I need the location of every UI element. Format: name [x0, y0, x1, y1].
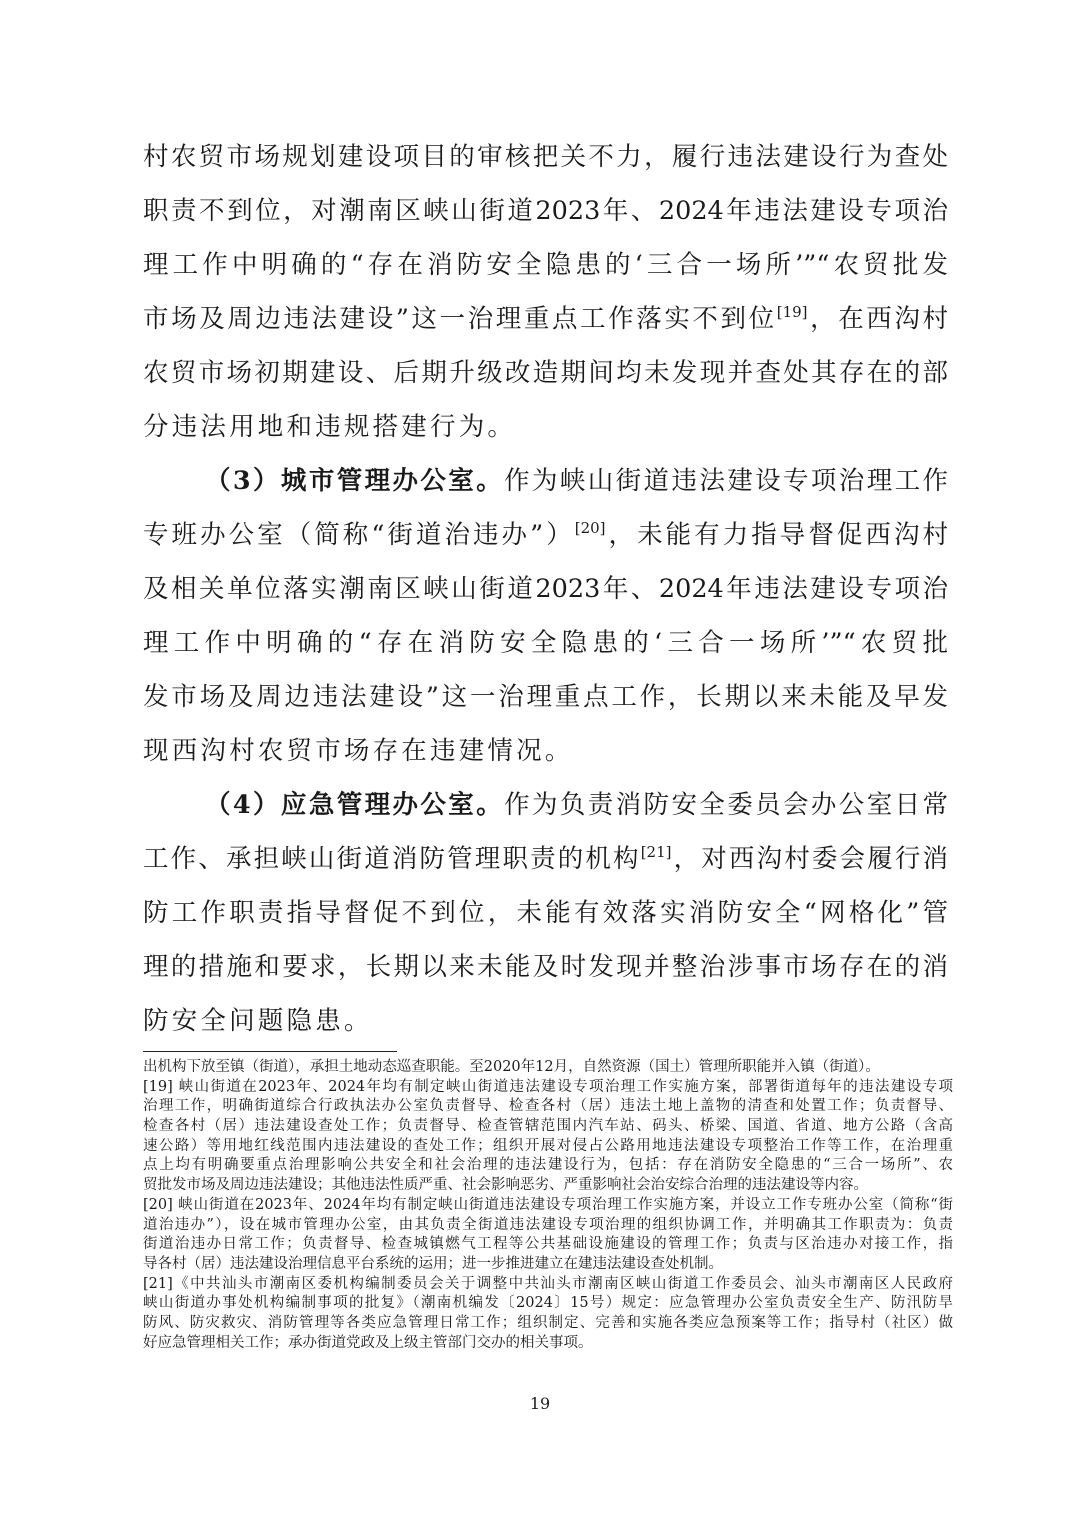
body-line: 职责不到位，对潮南区峡山街道2023年、2024年违法建设专项治: [143, 196, 948, 226]
footnote-line: 导各村（居）违法建设治理信息平台系统的运用；进一步推进建立在建违法建设查处机制。: [143, 1255, 723, 1272]
footnote-line: 治理工作，明确街道综合行政执法办公室负责督导、检查各村（居）违法土地上盖物的清查和处置工作；负责督导、: [143, 1098, 953, 1115]
footnote-line: 街道治违办日常工作；负责督导、检查城镇燃气工程等公共基础设施建设的管理工作；负责与区治违办对接工作，指: [143, 1236, 953, 1253]
body-line: 理的措施和要求，长期以来未能及时发现并整治涉事市场存在的消: [143, 952, 948, 982]
footnote-line: [19] 峡山街道在2023年、2024年均有制定峡山街道违法建设专项治理工作实施方案，部署街道每年的违法建设专项: [143, 1078, 953, 1095]
body-line: 工作、承担峡山街道消防管理职责的机构[21]，对西沟村委会履行消: [143, 843, 948, 874]
body-line: 理工作中明确的“存在消防安全隐患的‘三合一场所’”“农贸批发: [143, 250, 948, 280]
footnote-line: 贸批发市场及周边违法建设；其他违法性质严重、社会影响恶劣、严重影响社会治安综合治理的违法建设等内容。: [143, 1177, 868, 1194]
body-line: 分违法用地和违规搭建行为。: [143, 412, 517, 442]
body-line: 理工作中明确的“存在消防安全隐患的‘三合一场所’”“农贸批: [143, 628, 948, 658]
body-line: 及相关单位落实潮南区峡山街道2023年、2024年违法建设专项治: [143, 574, 948, 604]
body-line: 防安全问题隐患。: [143, 1006, 373, 1036]
body-line: （4）应急管理办公室。作为负责消防安全委员会办公室日常: [205, 790, 948, 820]
body-line: 村农贸市场规划建设项目的审核把关不力，履行违法建设行为查处: [143, 142, 948, 172]
body-text: [143, 130, 948, 1048]
body-line: 市场及周边违法建设”这一治理重点工作落实不到位[19]，在西沟村: [143, 303, 948, 334]
footnote-ref-20[interactable]: [20]: [574, 519, 606, 537]
footnote-line: [20] 峡山街道在2023年、2024年均有制定峡山街道违法建设专项治理工作实施方案，并设立工作专班办公室（简称“街: [143, 1196, 953, 1213]
footnote-line: 峡山街道办事处机构编制事项的批复》（潮南机编发〔2024〕15号）规定：应急管理办公室负责安全生产、防汛防旱: [143, 1295, 953, 1312]
footnote-separator: [143, 1051, 397, 1052]
footnote-line: 防风、防灾救灾、消防管理等各类应急管理日常工作；组织制定、完善和实施各类应急预案等工作；指导村（社区）做: [143, 1314, 953, 1331]
body-line: 农贸市场初期建设、后期升级改造期间均未发现并查处其存在的部: [143, 358, 948, 388]
body-line: （3）城市管理办公室。作为峡山街道违法建设专项治理工作: [205, 466, 948, 496]
page-number: 19: [529, 1394, 551, 1413]
body-line: 现西沟村农贸市场存在违建情况。: [143, 736, 574, 766]
section-heading-urban-management: （3）城市管理办公室。: [205, 466, 505, 496]
footnote-line: 道治违办”），设在城市管理办公室，由其负责全街道违法建设专项治理的组织协调工作，并明确其工作职责为：负责: [143, 1216, 953, 1233]
body-line: 防工作职责指导督促不到位，未能有效落实消防安全“网格化”管: [143, 898, 948, 928]
footnote-line: [21]《中共汕头市潮南区委机构编制委员会关于调整中共汕头市潮南区峡山街道工作委员会、汕头市潮南区人民政府: [143, 1275, 953, 1292]
footnote-line: 速公路）等用地红线范围内违法建设的查处工作；组织开展对侵占公路用地违法建设专项整治工作等工作，在治理重: [143, 1137, 953, 1154]
footnotes: [143, 1058, 953, 1353]
footnote-line: 好应急管理相关工作；承办街道党政及上级主管部门交办的相关事项。: [143, 1334, 593, 1351]
footnote-ref-19[interactable]: [19]: [776, 303, 808, 321]
section-heading-emergency-management: （4）应急管理办公室。: [205, 790, 505, 820]
footnote-line: 出机构下放至镇（街道），承担土地动态巡查职能。至2020年12月，自然资源（国土）管理所职能并入镇（街道）。: [143, 1059, 880, 1075]
footnote-ref-21[interactable]: [21]: [640, 843, 672, 861]
footnote-line: 检查各村（居）违法建设查处工作；负责督导、检查管辖范围内汽车站、码头、桥梁、国道、省道、地方公路（含高: [143, 1118, 953, 1135]
footnote-line: 点上均有明确要重点治理影响公共安全和社会治理的违法建设行为，包括：存在消防安全隐患的“三合一场所”、农: [143, 1157, 953, 1174]
body-line: 专班办公室（简称“街道治违办”）[20]，未能有力指导督促西沟村: [143, 519, 948, 550]
body-line: 发市场及周边违法建设”这一治理重点工作，长期以来未能及早发: [143, 682, 948, 712]
